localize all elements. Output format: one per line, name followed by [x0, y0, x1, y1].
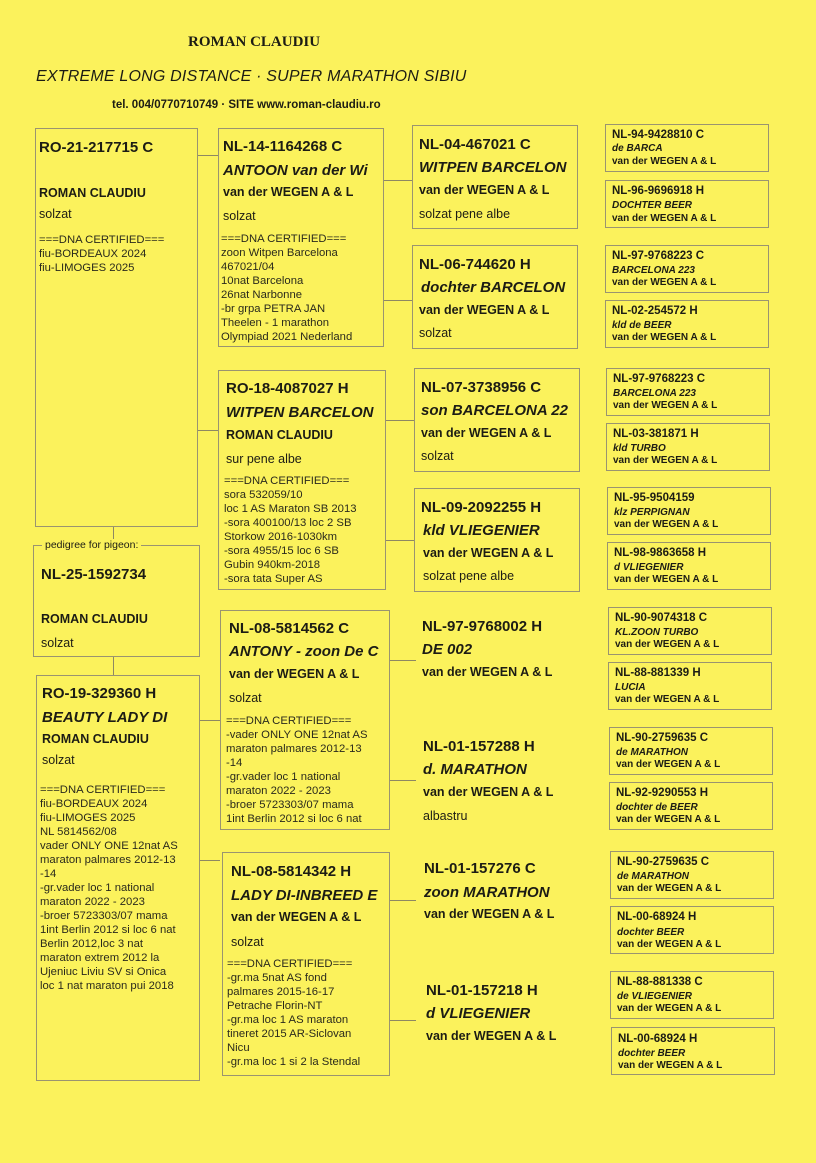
gg-owner: van der WEGEN A & L [612, 277, 717, 288]
gg-owner: van der WEGEN A & L [614, 519, 719, 530]
dam-notes: ===DNA CERTIFIED=== fiu-BORDEAUX 2024 fiu-LIMOGES 2025 NL 5814562/08 vader ONLY ONE 12nat AS maraton palmares 2012-13 -14 -gr.vader loc 1 national maraton 2022 - 2023 -broer 5723303/07 mama 1int Berlin 2012 si loc 6 nat Berlin 2012,loc 3 nat maraton extrem 2012 la Ujeniuc Liviu SV si Onica loc 1 nat maraton pui 2018 [40, 784, 178, 992]
gg-owner: van der WEGEN A & L [617, 883, 722, 894]
parent-owner: van der WEGEN A & L [229, 667, 360, 681]
great-grandparent-card [609, 782, 773, 830]
connector-line [390, 660, 416, 661]
connector-line [113, 657, 114, 675]
gg-ring: NL-97-9768223 C [612, 250, 705, 262]
parent-card [218, 128, 384, 347]
grandparent-ring: NL-04-467021 C [419, 136, 531, 153]
grandparent-name: zoon MARATHON [424, 884, 550, 901]
gg-name: kld TURBO [613, 443, 666, 454]
connector-line [200, 860, 220, 861]
gg-owner: van der WEGEN A & L [615, 639, 720, 650]
connector-line [386, 540, 414, 541]
dam-name: BEAUTY LADY DI [42, 709, 168, 726]
grandparent-color: solzat pene albe [423, 569, 515, 583]
great-grandparent-card [608, 607, 772, 655]
pedigree-label: pedigree for pigeon: [42, 539, 141, 551]
connector-line [390, 780, 416, 781]
gg-ring: NL-03-381871 H [613, 428, 699, 440]
gg-name: DOCHTER BEER [612, 200, 693, 211]
gg-ring: NL-97-9768223 C [613, 373, 706, 385]
subject-color: solzat [41, 636, 74, 650]
parent-notes: ===DNA CERTIFIED=== sora 532059/10 loc 1 AS Maraton SB 2013 -sora 400100/13 loc 2 SB Storkow 2016-1030km -sora 4955/15 loc 6 SB Gubin 940km-2018 -sora tata Super AS [224, 475, 357, 585]
gg-owner: van der WEGEN A & L [617, 939, 722, 950]
parent-name: ANTOON van der Wi [223, 162, 368, 179]
great-grandparent-card [609, 727, 773, 775]
gg-ring: NL-96-9696918 H [612, 185, 705, 197]
parent-color: solzat [231, 935, 264, 949]
subject-card [33, 545, 200, 657]
gg-name: LUCIA [615, 682, 646, 693]
gg-ring: NL-88-881338 C [617, 976, 703, 988]
grandparent-owner: van der WEGEN A & L [424, 907, 555, 921]
gg-ring: NL-94-9428810 C [612, 129, 705, 141]
grandparent-name: d VLIEGENIER [426, 1005, 531, 1022]
gg-name: de BARCA [612, 143, 663, 154]
grandparent-owner: van der WEGEN A & L [426, 1029, 557, 1043]
sibling-notes: ===DNA CERTIFIED=== fiu-BORDEAUX 2024 fiu-LIMOGES 2025 [39, 234, 165, 274]
great-grandparent-card [607, 542, 771, 590]
connector-line [200, 720, 220, 721]
grandparent-color: albastru [423, 809, 468, 823]
grandparent-card [418, 850, 584, 954]
parent-card [218, 370, 386, 590]
gg-name: de MARATHON [617, 871, 690, 882]
grandparent-card [420, 972, 586, 1076]
gg-ring: NL-00-68924 H [617, 911, 697, 923]
great-grandparent-card [605, 180, 769, 228]
parent-card [220, 610, 390, 830]
grandparent-card [414, 368, 580, 472]
grandparent-name: dochter BARCELON [421, 279, 566, 296]
grandparent-owner: van der WEGEN A & L [422, 665, 553, 679]
gg-owner: van der WEGEN A & L [615, 694, 720, 705]
subject-ring: NL-25-1592734 [41, 566, 147, 583]
grandparent-name: DE 002 [422, 641, 473, 658]
parent-ring: RO-18-4087027 H [226, 380, 349, 397]
gg-ring: NL-88-881339 H [615, 667, 701, 679]
great-grandparent-card [610, 851, 774, 899]
gg-ring: NL-95-9504159 [614, 492, 695, 504]
grandparent-card [416, 728, 582, 832]
sibling-card [35, 128, 198, 527]
parent-color: solzat [223, 209, 256, 223]
gg-name: dochter BEER [617, 927, 685, 938]
sibling-owner: ROMAN CLAUDIU [39, 186, 146, 200]
gg-ring: NL-90-2759635 C [617, 856, 710, 868]
gg-name: de MARATHON [616, 747, 689, 758]
parent-notes: ===DNA CERTIFIED=== -vader ONLY ONE 12nat AS maraton palmares 2012-13 -14 -gr.vader loc 1 national maraton 2022 - 2023 -broer 5723303/07 mama 1int Berlin 2012 si loc 6 nat [226, 715, 368, 825]
gg-ring: NL-90-2759635 C [616, 732, 709, 744]
gg-owner: van der WEGEN A & L [612, 213, 717, 224]
gg-name: dochter de BEER [616, 802, 698, 813]
gg-name: dochter BEER [618, 1048, 686, 1059]
sibling-color: solzat [39, 207, 72, 221]
gg-owner: van der WEGEN A & L [612, 156, 717, 167]
grandparent-owner: van der WEGEN A & L [423, 785, 554, 799]
gg-name: BARCELONA 223 [612, 265, 695, 276]
gg-owner: van der WEGEN A & L [613, 455, 718, 466]
parent-color: sur pene albe [226, 452, 302, 466]
grandparent-color: solzat [421, 449, 454, 463]
gg-owner: van der WEGEN A & L [616, 814, 721, 825]
grandparent-name: d. MARATHON [423, 761, 527, 778]
grandparent-ring: NL-06-744620 H [419, 256, 531, 273]
connector-line [198, 430, 218, 431]
connector-line [384, 300, 412, 301]
grandparent-owner: van der WEGEN A & L [419, 183, 550, 197]
connector-line [384, 180, 412, 181]
great-grandparent-card [608, 662, 772, 710]
connector-line [198, 155, 218, 156]
gg-owner: van der WEGEN A & L [617, 1003, 722, 1014]
parent-owner: van der WEGEN A & L [223, 185, 354, 199]
connector-line [390, 1020, 416, 1021]
grandparent-color: solzat [419, 326, 452, 340]
gg-name: d VLIEGENIER [614, 562, 684, 573]
great-grandparent-card [605, 124, 769, 172]
parent-card [222, 852, 390, 1076]
parent-color: solzat [229, 691, 262, 705]
dam-owner: ROMAN CLAUDIU [42, 732, 149, 746]
grandparent-name: son BARCELONA 22 [421, 402, 568, 419]
gg-ring: NL-00-68924 H [618, 1033, 698, 1045]
gg-owner: van der WEGEN A & L [616, 759, 721, 770]
parent-ring: NL-08-5814342 H [231, 863, 352, 880]
parent-name: WITPEN BARCELON [226, 404, 374, 421]
grandparent-card [412, 245, 578, 349]
connector-line [386, 420, 414, 421]
gg-ring: NL-92-9290553 H [616, 787, 709, 799]
gg-name: de VLIEGENIER [617, 991, 693, 1002]
gg-owner: van der WEGEN A & L [613, 400, 718, 411]
great-grandparent-card [605, 245, 769, 293]
great-grandparent-card [606, 423, 770, 471]
grandparent-owner: van der WEGEN A & L [423, 546, 554, 560]
great-grandparent-card [611, 1027, 775, 1075]
parent-owner: van der WEGEN A & L [231, 910, 362, 924]
grandparent-name: WITPEN BARCELON [419, 159, 567, 176]
grandparent-card [414, 488, 580, 592]
sibling-ring: RO-21-217715 C [39, 139, 154, 156]
parent-notes: ===DNA CERTIFIED=== -gr.ma 5nat AS fond palmares 2015-16-17 Petrache Florin-NT -gr.ma loc 1 AS maraton tineret 2015 AR-Siclovan Nicu -gr.ma loc 1 si 2 la Stendal [227, 958, 361, 1068]
parent-notes: ===DNA CERTIFIED=== zoon Witpen Barcelona 467021/04 10nat Barcelona 26nat Narbonne -br grpa PETRA JAN Theelen - 1 marathon Olympiad 2021 Nederland [221, 233, 353, 343]
gg-name: kld de BEER [612, 320, 672, 331]
connector-line [390, 900, 416, 901]
grandparent-ring: NL-09-2092255 H [421, 499, 542, 516]
parent-ring: NL-08-5814562 C [229, 620, 350, 637]
gg-ring: NL-98-9863658 H [614, 547, 707, 559]
gg-name: klz PERPIGNAN [614, 507, 690, 518]
parent-name: LADY DI-INBREED E [231, 887, 378, 904]
grandparent-card [412, 125, 578, 229]
dam-color: solzat [42, 753, 75, 767]
grandparent-ring: NL-97-9768002 H [422, 618, 543, 635]
grandparent-owner: van der WEGEN A & L [419, 303, 550, 317]
parent-name: ANTONY - zoon De C [229, 643, 379, 660]
grandparent-ring: NL-01-157276 C [424, 860, 536, 877]
grandparent-ring: NL-01-157288 H [423, 738, 535, 755]
dam-ring: RO-19-329360 H [42, 685, 157, 702]
dam-card [36, 675, 200, 1081]
great-grandparent-card [605, 300, 769, 348]
grandparent-ring: NL-01-157218 H [426, 982, 538, 999]
great-grandparent-card [606, 368, 770, 416]
great-grandparent-card [610, 906, 774, 954]
gg-owner: van der WEGEN A & L [618, 1060, 723, 1071]
breeder-name: ROMAN CLAUDIU [188, 34, 321, 50]
grandparent-ring: NL-07-3738956 C [421, 379, 542, 396]
gg-owner: van der WEGEN A & L [612, 332, 717, 343]
subject-owner: ROMAN CLAUDIU [41, 612, 148, 626]
grandparent-name: kld VLIEGENIER [423, 522, 540, 539]
grandparent-owner: van der WEGEN A & L [421, 426, 552, 440]
parent-owner: ROMAN CLAUDIU [226, 428, 333, 442]
parent-ring: NL-14-1164268 C [223, 138, 343, 155]
contact-line: tel. 004/0770710749 · SITE www.roman-claudiu.ro [112, 99, 381, 111]
gg-name: KL.ZOON TURBO [615, 627, 699, 638]
grandparent-color: solzat pene albe [419, 207, 511, 221]
gg-name: BARCELONA 223 [613, 388, 696, 399]
great-grandparent-card [607, 487, 771, 535]
page-subtitle: EXTREME LONG DISTANCE · SUPER MARATHON SIBIU [36, 68, 467, 85]
great-grandparent-card [610, 971, 774, 1019]
grandparent-card [416, 608, 582, 712]
gg-ring: NL-90-9074318 C [615, 612, 708, 624]
gg-owner: van der WEGEN A & L [614, 574, 719, 585]
gg-ring: NL-02-254572 H [612, 305, 698, 317]
